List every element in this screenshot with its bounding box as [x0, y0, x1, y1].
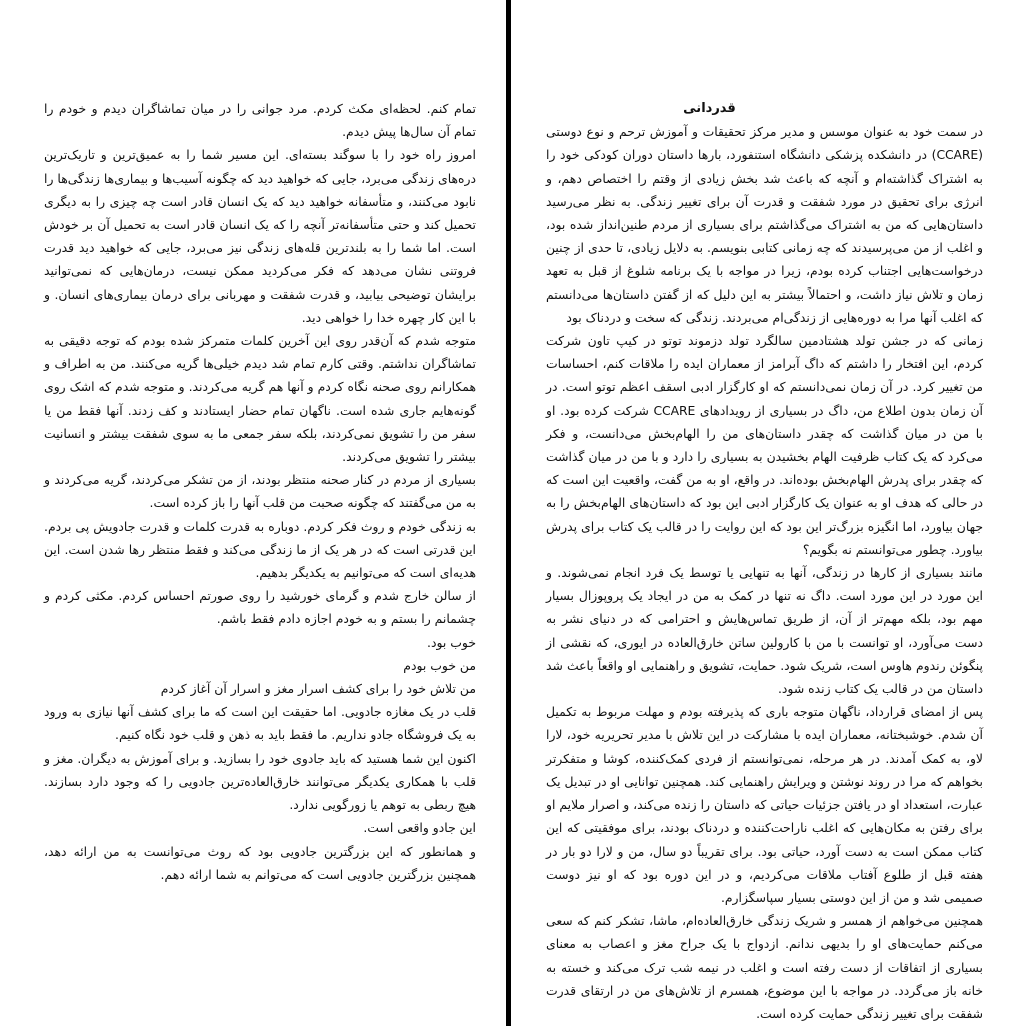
paragraph: و همانطور که این بزرگترین جادویی بود که روث می‌توانست به من ارائه دهد، همچنین بزرگترین جادویی است که می‌توانم به شما ارائه دهم. [44, 843, 476, 882]
paragraph: پس از امضای قرارداد، ناگهان متوجه باری که پذیرفته بودم و مهلت مربوط به تکمیل آن شدم. خوشبختانه، معماران ایده با مشارکت در این تلاش با مدیر تحریریه خود، لارا لاو، به کمک آمدند. در هر مرحله، نمی‌توانستم از فردی کمک‌کننده، کوشا و متفکرتر بخواهم که مرا در روند نوشتن و ویرایش راهنمایی کند. همچنین توانایی او در تبدیل یک عبارت، استعداد او در یافتن جزئیات حیاتی که داستان را زنده می‌کند، و اصرار ملایم او برای رفتن به مکان‌هایی که اغلب ناراحت‌کننده و دردناک بودند، برای موفقیتی که این کتاب ممکن است به دست آورد، حیاتی بود. برای تقریباً دو سال، من و لارا دو بار در هفته قبل از طلوع آفتاب ملاقات می‌کردیم، و در این دوره بود که او نیز دوست صمیمی شد و من از این دوستی بسیار سپاسگزارم. [546, 704, 983, 905]
left-page-text [44, 97, 476, 886]
paragraph: مانند بسیاری از کارها در زندگی، آنها به تنهایی یا توسط یک فرد انجام نمی‌شوند. و این مورد در این مورد است. داگ نه تنها در کمک به من در ایجاد یک پروپوزال بسیار مهم بود، بلکه مهم‌تر از آن، از طریق تماس‌هایش و احترامی که در دنیای نشر به دست می‌آورد، او توانست با من با کارولین ساتن خارق‌العاده در ایوری، که نقشی از پنگوئن رندوم هاوس است، شریک شود. حمایت، تشویق و راهنمایی او واقعاً باعث شد داستان من در قالب یک کتاب زنده شود. [546, 565, 983, 697]
paragraph: اکنون این شما هستید که باید جادوی خود را بسازید. و برای آموزش به دیگران. مغز و قلب با همکاری یکدیگر می‌توانند خارق‌العاده‌ترین جادویی را که وجود دارد بسازند. هیچ ربطی به توهم یا زورگویی ندارد. [44, 750, 476, 813]
right-page-text [546, 97, 983, 1025]
paragraph: بسیاری از مردم در کنار صحنه منتظر بودند، از من تشکر می‌کردند، گریه می‌کردند و به من می‌گفتند که چگونه صحبت من قلب آنها را باز کرده است. [44, 472, 476, 511]
paragraph: تمام کنم. لحظه‌ای مکث کردم. مرد جوانی را در میان تماشاگران دیدم و خودم را تمام آن سال‌ها پیش دیدم. [44, 101, 476, 140]
paragraph: من خوب بودم [403, 657, 476, 673]
paragraph: قلب در یک مغازه جادویی. اما حقیقت این است که ما برای کشف آنها نیازی به ورود به یک فروشگاه جادو نداریم. ما فقط باید به ذهن و قلب خود نگاه کنیم. [44, 704, 476, 743]
paragraph: همچنین می‌خواهم از همسر و شریک زندگی خارق‌العاده‌ام، ماشا، تشکر کنم که سعی می‌کنم حمایت‌های او را بدیهی ندانم. ازدواج با یک جراح مغز و اعصاب به معنای بسیاری از اتفاقات از دست رفته است و اغلب در نیمه شب ترک می‌کند و خسته به خانه باز می‌گردد. در مواجه با این موضوع، همسرم از تلاش‌های من در ارتقای قدرت شفقت برای تغییر زندگی حمایت کرده است. [546, 913, 983, 1021]
paragraph: خوب بود. [427, 634, 476, 650]
paragraph: در سمت خود به عنوان موسس و مدیر مرکز تحقیقات و آموزش ترحم و نوع دوستی (CCARE) در دانشکده پزشکی دانشگاه استنفورد، بارها داستان دوران کودکی خود را به اشتراک گذاشته‌ام و آنچه که باعث شد بخش زیادی از وقتم را اختصاص دهم، و انرژی برای تحقیق در مورد شفقت و قدرت آن برای تغییر زندگی. به نظر می‌رسید داستان‌هایی که من به اشتراک می‌گذاشتم برای بسیاری از مردم طنین‌انداز شده بود، و اغلب از من می‌پرسیدند که چه زمانی کتابی بنویسم. به دلایل زیادی، تا حدی از چنین درخواست‌هایی اجتناب کرده بودم، زیرا در مواجه با یک برنامه شلوغ از قبل به تعهد زمان و تلاش نیاز داشت، و احتمالاً بیشتر به این دلیل که از گفتن داستان‌ها می‌دانستم که اغلب آنها مرا به دوره‌هایی از زندگی‌ام می‌بردند. زندگی که سخت و دردناک بود [546, 124, 983, 325]
paragraph: امروز راه خود را با سوگند بسته‌ای. این مسیر شما را به عمیق‌ترین و تاریک‌ترین دره‌های زندگی می‌برد، جایی که خواهید دید که چگونه آسیب‌ها و بیماری‌ها زندگی‌ها را نابود می‌کنند، و متأسفانه خواهید دید که یک انسان قادر است چه چیزی را به دیگری تحمیل کند و حتی متأسفانه‌تر آنچه را که یک انسان قادر است به تحمیل آن بر خودش است. اما شما را به بلندترین قله‌های زندگی نیز می‌برد، جایی که خواهید دید قدرت فروتنی نشان می‌دهد که فکر می‌کردید ممکن نیست، درمان‌هایی که نمی‌توانید برایشان توضیحی بیابید، و قدرت شفقت و مهربانی برای درمان بیماری‌های انسان. و با این کار چهره خدا را خواهی دید. [44, 147, 476, 325]
paragraph: این جادو واقعی است. [363, 820, 476, 836]
paragraph: من تلاش خود را برای کشف اسرار مغز و اسرار آن آغاز کردم [160, 681, 476, 697]
paragraph: متوجه شدم که آن‌قدر روی این آخرین کلمات متمرکز شده بودم که توجه دقیقی به تماشاگران نداشتم. وقتی کارم تمام شد دیدم خیلی‌ها گریه می‌کنند. من به اطراف و همکارانم روی صحنه نگاه کردم و آنها هم گریه می‌کردند. و متوجه شدم که اشک روی گونه‌هایم جاری شده است. ناگهان تمام حضار ایستادند و کف زدند. آنها فقط من یا سفر من را تشویق نمی‌کردند، بلکه سفر جمعی ما به سوی شفقت بیشتر و انسانیت بیشتر را تشویق می‌کردند. [44, 333, 476, 465]
paragraph: به زندگی خودم و روث فکر کردم. دوباره به قدرت کلمات و قدرت جادویش پی بردم. این قدرتی است که در هر یک از ما زندگی می‌کند و فقط منتظر رها شدن است. این هدیه‌ای است که می‌توانیم به یکدیگر بدهیم. [44, 518, 476, 581]
page-title: قدردانی [683, 101, 736, 116]
paragraph: از سالن خارج شدم و گرمای خورشید را روی صورتم احساس کردم. مکثی کردم و چشمانم را بستم و به خودم اجازه دادم فقط باشم. [44, 588, 476, 627]
paragraph: زمانی که در جشن تولد هشتادمین سالگرد تولد دزموند توتو در کیپ تاون شرکت کردم، این افتخار را داشتم که داگ آبرامز از معماران ایده را ملاقات کنم، احساسات من تغییر کرد. در آن زمان نمی‌دانستم که او کارگزار ادبی اسقف اعظم توتو است. در آن زمان بدون اطلاع من، داگ در بسیاری از رویدادهای CCARE شرکت کرده بود. او با من در میان گذاشت که چقدر داستان‌های من را الهام‌بخش می‌دانست، و فکر می‌کرد که یک کتاب ظرفیت الهام بخشیدن به بسیاری را دارد و با من در میان گذاشت که چقدر برای پدرش الهام‌بخش بوده‌اند. در واقع، او به من گفت، واقعیت این است که در حالی که هدف او به عنوان یک کارگزار ادبی این بود که داستان‌های الهام‌بخش را به جهان بیاورد، اما انگیزه بزرگ‌تر این بود که این روایت را در قالب یک کتاب برای پدرش بیاورد. چطور می‌توانستم نه بگویم؟ [546, 333, 983, 557]
left-page [0, 0, 506, 1026]
right-page [511, 0, 1013, 1026]
